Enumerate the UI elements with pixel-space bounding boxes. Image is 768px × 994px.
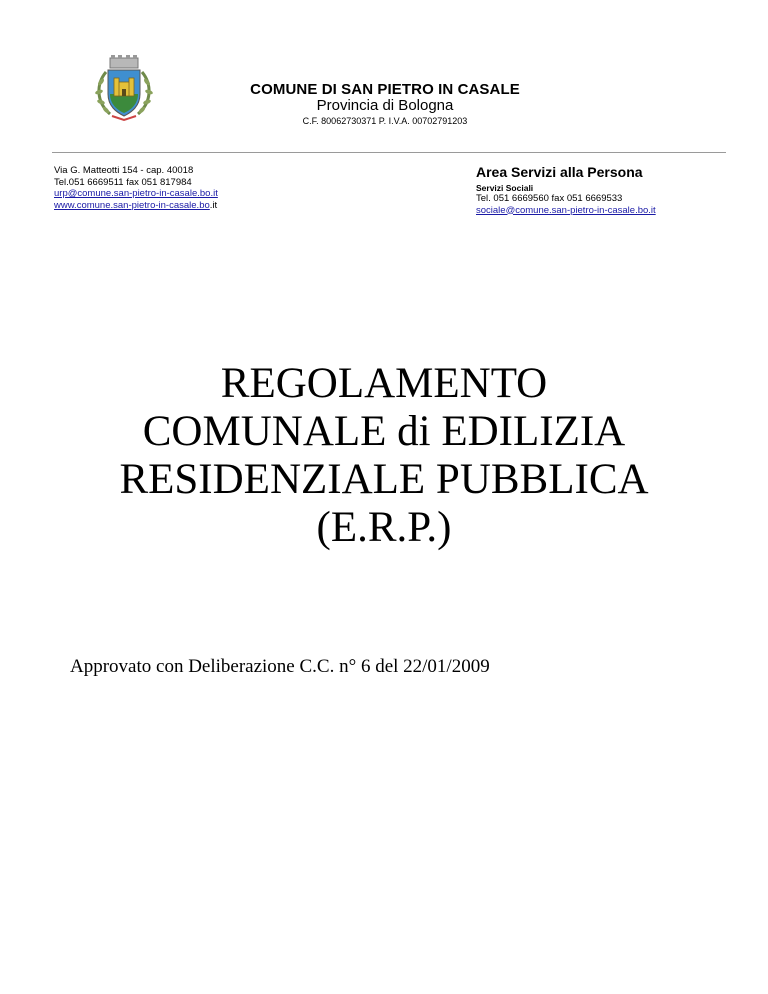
street-address: Via G. Matteotti 154 - cap. 40018 xyxy=(54,165,194,176)
title-line: COMUNALE di EDILIZIA xyxy=(142,408,626,455)
website-link[interactable]: www.comune.san-pietro-in-casale.bo xyxy=(54,199,210,211)
area-block xyxy=(476,164,656,216)
header-divider xyxy=(52,152,726,153)
title-line: RESIDENZIALE PUBBLICA xyxy=(119,456,649,503)
area-title: Area Servizi alla Persona xyxy=(476,164,643,180)
approval-note: Approvato con Deliberazione C.C. n° 6 del 22/01/2009 xyxy=(70,656,490,677)
document-title xyxy=(60,360,708,552)
area-phone-fax: Tel. 051 6669560 fax 051 6669533 xyxy=(476,193,623,204)
tax-codes: C.F. 80062730371 P. I.V.A. 00702791203 xyxy=(302,116,468,126)
title-line: REGOLAMENTO xyxy=(220,360,548,407)
municipal-crest-icon xyxy=(92,54,156,122)
province-name: Provincia di Bologna xyxy=(316,97,454,114)
email-link[interactable]: urp@comune.san-pietro-in-casale.bo.it xyxy=(54,188,218,199)
title-line: (E.R.P.) xyxy=(316,504,452,551)
phone-fax: Tel.051 6669511 fax 051 817984 xyxy=(54,176,192,188)
municipality-name: COMUNE DI SAN PIETRO IN CASALE xyxy=(250,81,520,98)
area-subtitle: Servizi Sociali xyxy=(476,183,534,193)
address-block xyxy=(54,165,218,211)
area-email-link[interactable]: sociale@comune.san-pietro-in-casale.bo.it xyxy=(476,204,656,216)
website-suffix: .it xyxy=(209,199,218,211)
